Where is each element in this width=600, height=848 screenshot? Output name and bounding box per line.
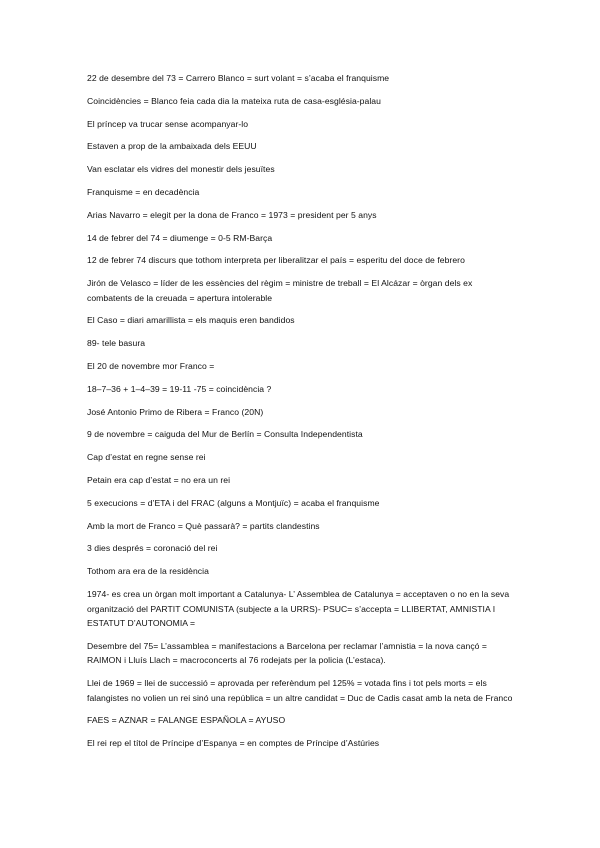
paragraph: Coincidències = Blanco feia cada dia la mateixa ruta de casa-església-palau	[87, 95, 381, 106]
paragraph: 3 dies després = coronació del rei	[87, 543, 218, 554]
paragraph: 14 de febrer del 74 = diumenge = 0-5 RM-Barça	[87, 232, 273, 243]
paragraph: El Caso = diari amarillista = els maquis eren bandidos	[87, 315, 295, 326]
paragraph: 89- tele basura	[87, 338, 146, 349]
paragraph: 22 de desembre del 73 = Carrero Blanco = surt volant = s’acaba el franquisme	[87, 73, 390, 83]
paragraph: Arias Navarro = elegit per la dona de Franco = 1973 = president per 5 anys	[87, 209, 377, 220]
paragraph: Van esclatar els vidres del monestir dels jesuïtes	[87, 164, 275, 175]
paragraph: 12 de febrer 74 discurs que tothom interpreta per liberalitzar el país = esperitu del doce de febrero	[87, 255, 465, 266]
notes-body	[87, 71, 519, 759]
paragraph: 9 de novembre = caiguda del Mur de Berlín = Consulta Independentista	[87, 429, 363, 440]
paragraph: Tothom ara era de la residència	[87, 566, 209, 577]
paragraph: Amb la mort de Franco = Què passarà? = partits clandestins	[87, 520, 320, 531]
paragraph: El 20 de novembre mor Franco =	[87, 361, 215, 372]
paragraph: Desembre del 75= L’assamblea = manifestacions a Barcelona per reclamar l’amnistia = la nova cançó = RAIMON i Lluís Llach = macroconcerts al 76 rodejats per la policia (L’estaca).	[87, 640, 487, 666]
paragraph: El rei rep el títol de Príncipe d’Espanya = en comptes de Príncipe d’Astúries	[87, 738, 380, 749]
paragraph: José Antonio Primo de Ribera = Franco (20N)	[87, 406, 264, 417]
paragraph: El príncep va trucar sense acompanyar-lo	[87, 118, 249, 129]
paragraph: Cap d’estat en regne sense rei	[87, 452, 206, 463]
paragraph: 18–7–36 + 1–4–39 = 19-11 -75 = coincidència ?	[87, 383, 272, 394]
paragraph: Estaven a prop de la ambaixada dels EEUU	[87, 141, 257, 152]
paragraph: 5 execucions = d’ETA i del FRAC (alguns a Montjuïc) = acaba el franquisme	[87, 497, 380, 508]
paragraph: Jirón de Velasco = líder de les essències del règim = ministre de treball = El Alcázar = òrgan dels ex combatents de la creuada = apertura intolerable	[87, 278, 473, 303]
paragraph: FAES = AZNAR = FALANGE ESPAÑOLA = AYUSO	[87, 715, 286, 726]
paragraph: Franquisme = en decadència	[87, 186, 200, 197]
paragraph: 1974- es crea un òrgan molt important a Catalunya- L’ Assemblea de Catalunya = acceptaven o no en la seva organització del PARTIT COMUNISTA (subjecte a la URRS)- PSUC= s’accepta = LLIBERTAT, AMNISTIA I ESTATUT D’AUTONOMIA =	[87, 589, 510, 629]
paragraph: Llei de 1969 = llei de successió = aprovada per referèndum pel 125% = votada fins i tot pels morts = els falangistes no volien un rei sinó una república = un altre candidat = Duc de Cadis casat amb la neta de Franco	[87, 678, 513, 703]
paragraph: Petain era cap d’estat = no era un rei	[87, 475, 231, 486]
